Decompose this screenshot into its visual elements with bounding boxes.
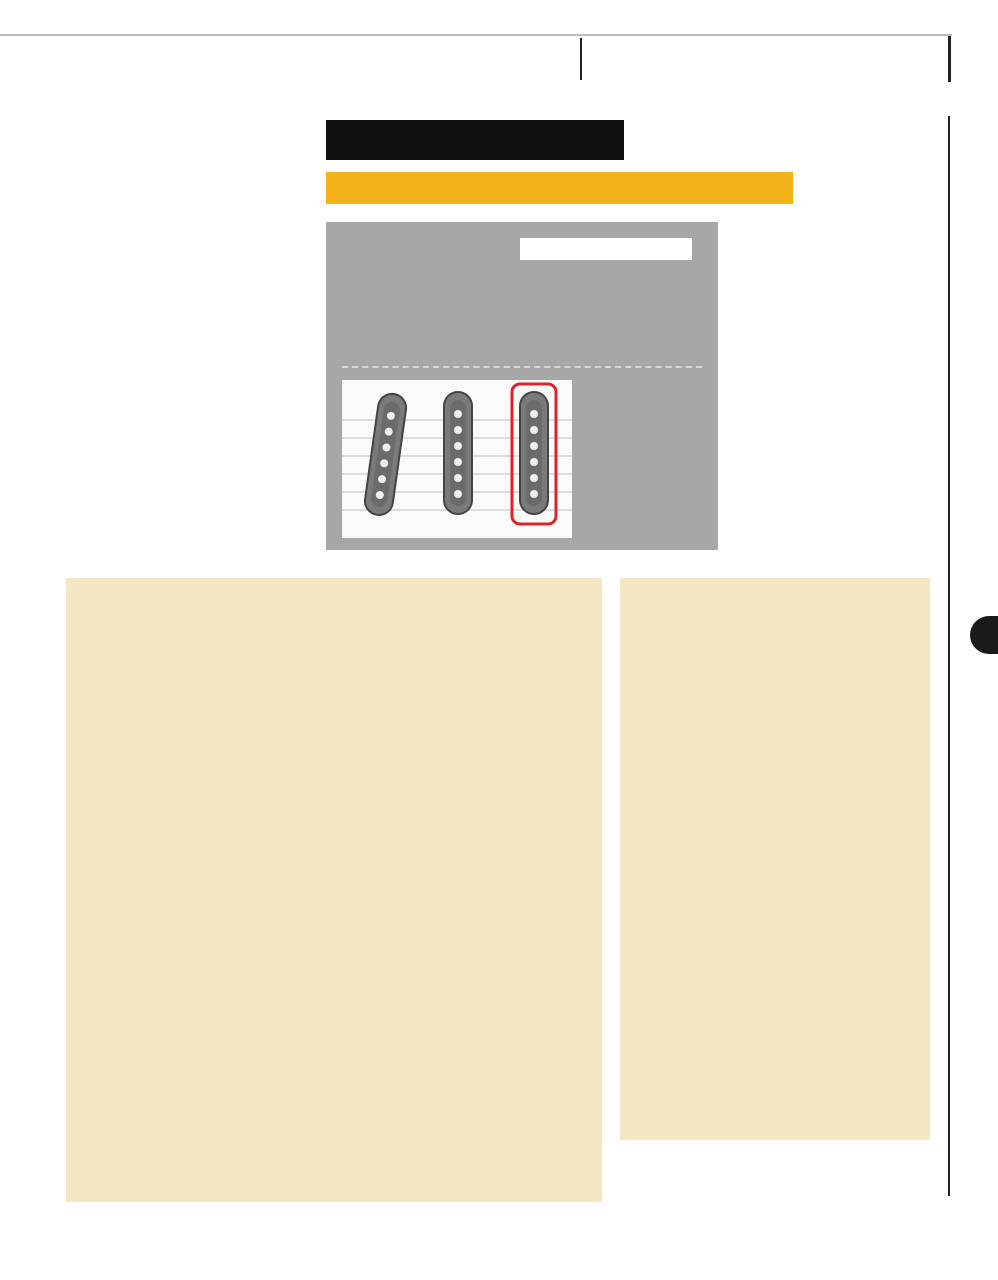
- gts-drop-cap: [731, 216, 749, 244]
- header-right-divider: [948, 36, 951, 82]
- amp-divider: [342, 366, 702, 372]
- chords-panel: [66, 578, 602, 1202]
- stratocaster-pickups: [342, 380, 572, 538]
- intro-article: [66, 120, 306, 216]
- amp-settings-panel: [326, 222, 718, 550]
- header-divider: [580, 38, 582, 80]
- pickup-diagram: [342, 380, 572, 538]
- page-edge-rule: [948, 116, 950, 1196]
- channel-display: [520, 238, 692, 260]
- scales-panel: [620, 578, 930, 1140]
- get-the-sound-heading: [326, 120, 624, 160]
- get-the-sound-body: [731, 216, 941, 244]
- photo-credit: [962, 1020, 974, 1220]
- page-number-tab: [970, 616, 998, 654]
- header-rule: [0, 34, 952, 36]
- get-the-sound-subtitle: [326, 172, 793, 204]
